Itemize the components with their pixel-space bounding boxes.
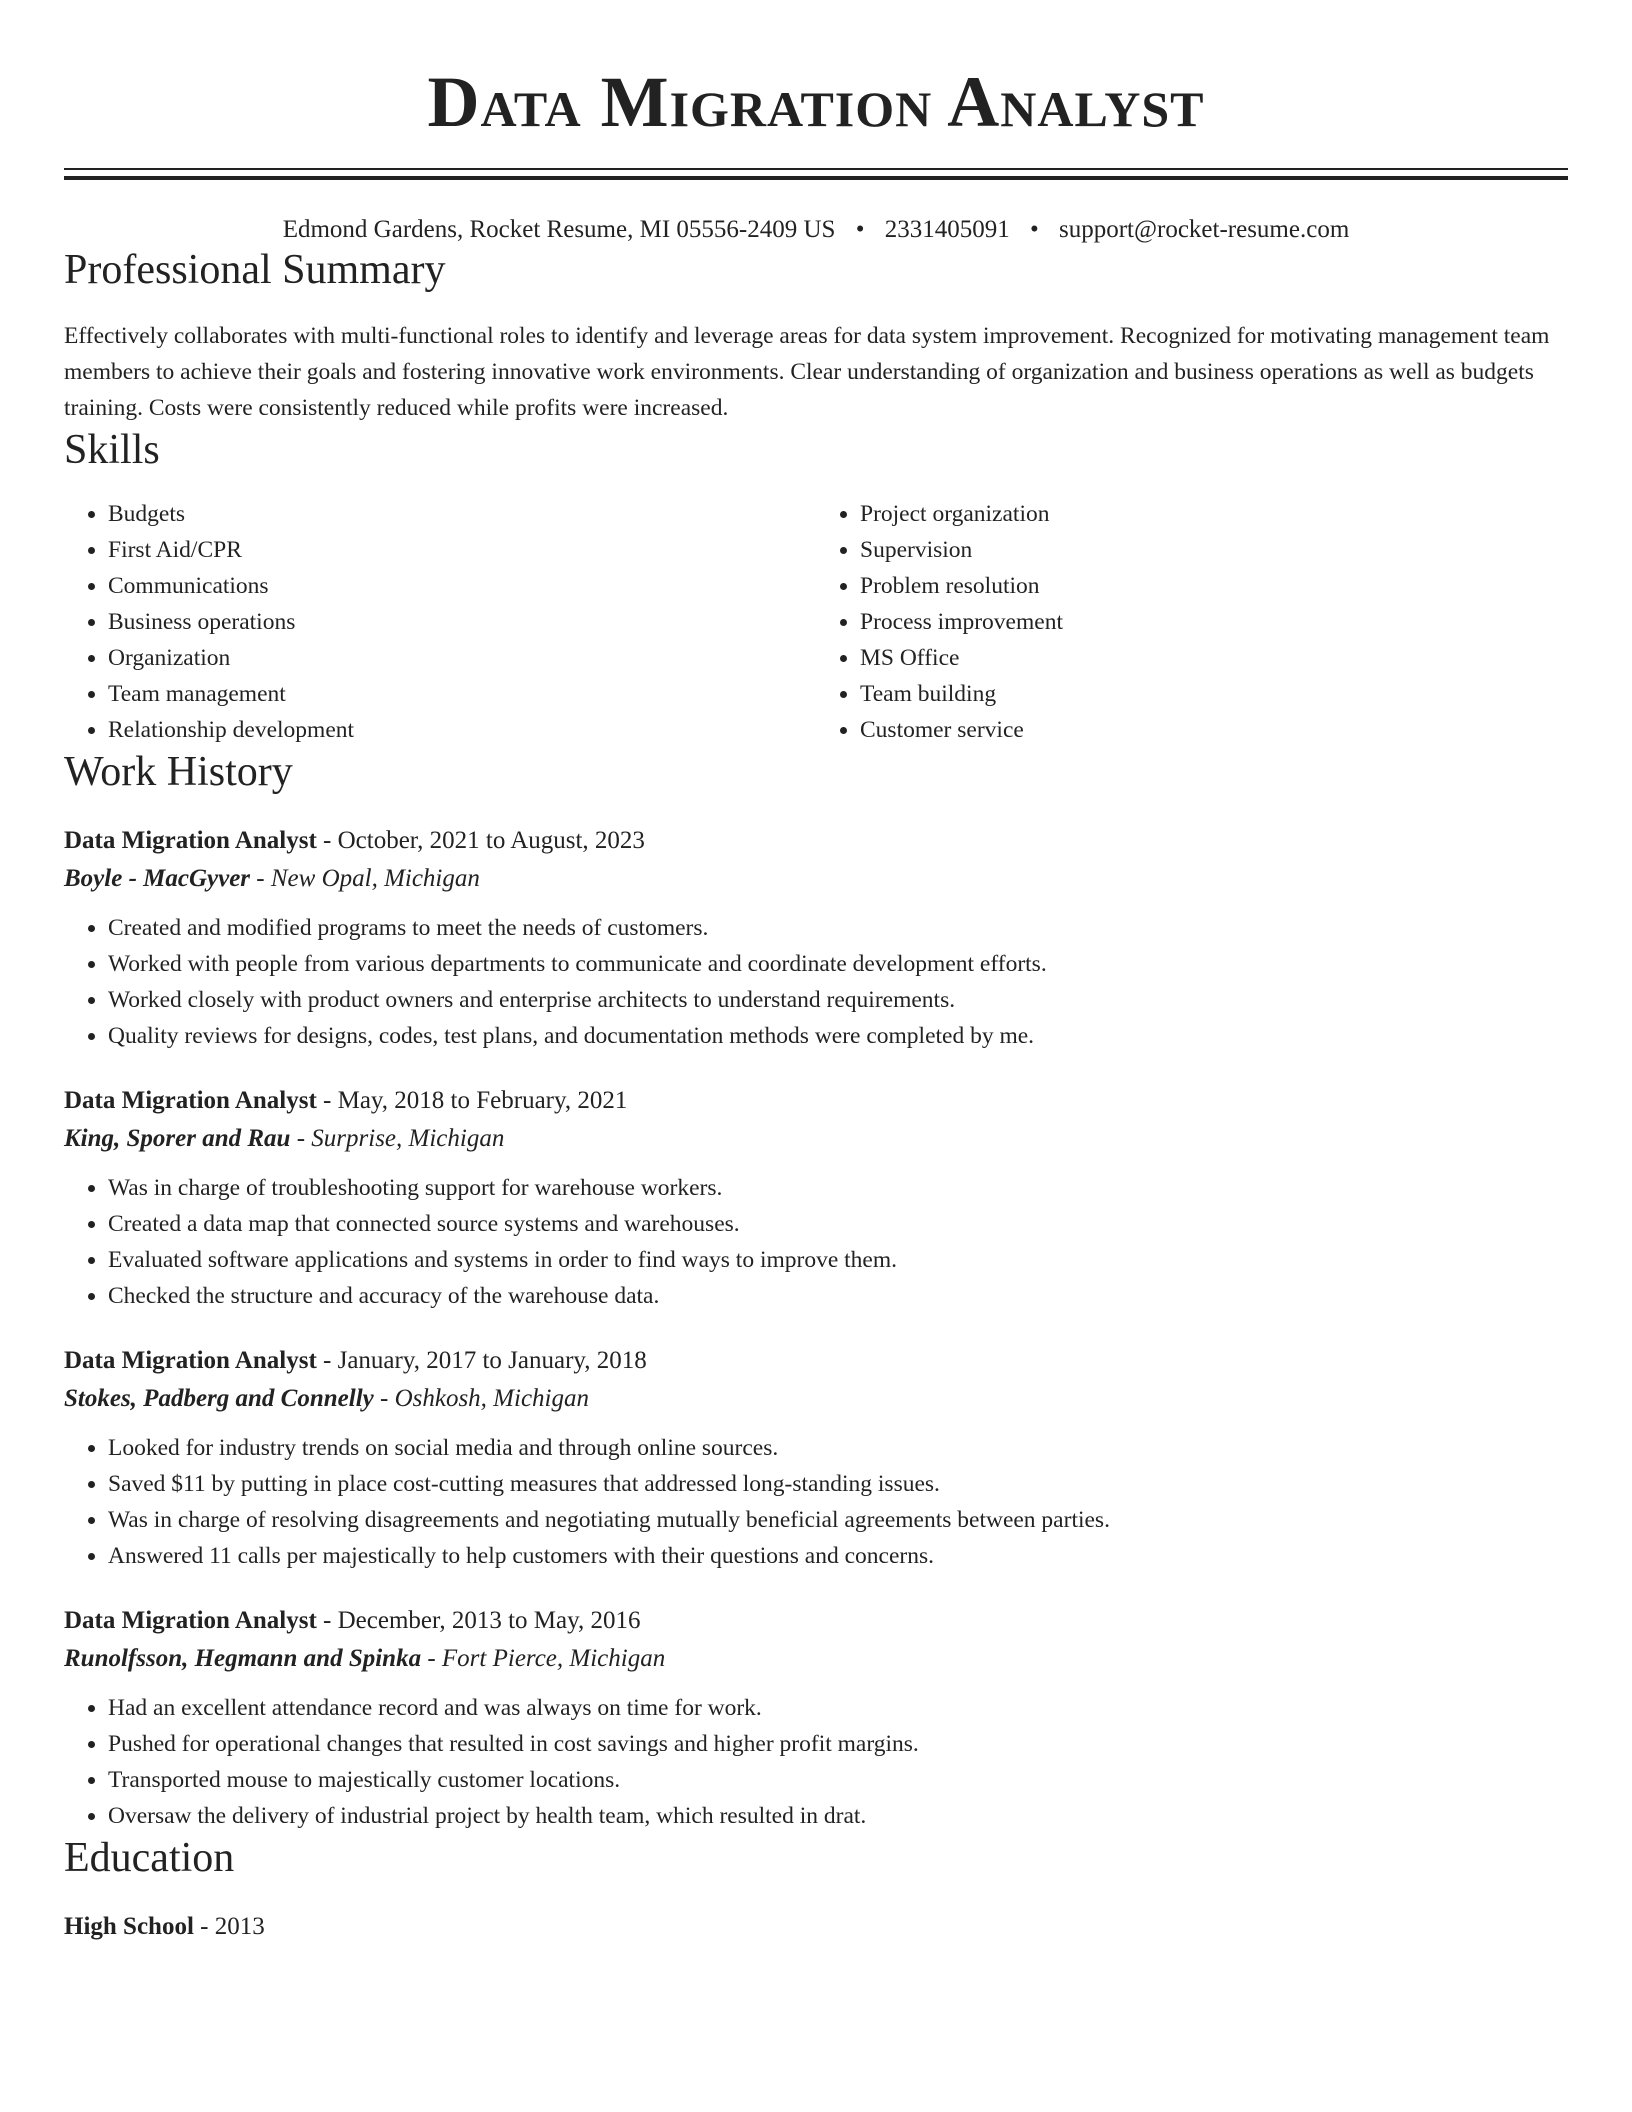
job-company: King, Sporer and Rau: [64, 1125, 291, 1152]
skill-item: • Project organization: [860, 496, 1568, 532]
education-entry: [64, 1908, 1568, 1946]
skill-item: • MS Office: [860, 640, 1568, 676]
job-title-line: [64, 1082, 1568, 1120]
skill-item: • Business operations: [108, 604, 816, 640]
skill-item: • Problem resolution: [860, 568, 1568, 604]
resume-name: Data Migration Analyst: [427, 62, 1205, 142]
job-bullets: [64, 1430, 1568, 1574]
skills-heading: Skills: [64, 427, 160, 473]
job-title-line: [64, 822, 1568, 860]
work-history-heading: Work History: [64, 749, 293, 795]
skill-item: • Team management: [108, 676, 816, 712]
job-bullet: • Checked the structure and accuracy of the warehouse data.: [108, 1278, 1568, 1314]
education-heading: Education: [64, 1835, 235, 1881]
job-bullet: • Looked for industry trends on social media and through online sources.: [108, 1430, 1568, 1466]
job-location: - New Opal, Michigan: [250, 865, 480, 892]
job-entry: [64, 1602, 1568, 1834]
job-company: Boyle - MacGyver: [64, 865, 251, 892]
contact-line: [64, 214, 1568, 246]
skill-item: • Relationship development: [108, 712, 816, 748]
job-entry: [64, 822, 1568, 1054]
job-title-line: [64, 1342, 1568, 1380]
job-role: Data Migration Analyst: [64, 1607, 317, 1634]
skill-item: • Budgets: [108, 496, 816, 532]
skill-item: • Process improvement: [860, 604, 1568, 640]
contact-separator: •: [855, 216, 865, 243]
skill-item: • Communications: [108, 568, 816, 604]
job-company-line: [64, 1120, 1568, 1158]
job-location: - Fort Pierce, Michigan: [421, 1645, 666, 1672]
job-bullet: • Was in charge of troubleshooting support for warehouse workers.: [108, 1170, 1568, 1206]
job-bullet: • Transported mouse to majestically customer locations.: [108, 1762, 1568, 1798]
summary-heading: Professional Summary: [64, 247, 446, 293]
job-location: - Surprise, Michigan: [290, 1125, 505, 1152]
job-dates: - May, 2018 to February, 2021: [316, 1087, 628, 1114]
skills-column-right: [816, 496, 1568, 748]
job-bullets: [64, 1170, 1568, 1314]
job-bullet: • Created and modified programs to meet the needs of customers.: [108, 910, 1568, 946]
job-company: Runolfsson, Hegmann and Spinka: [64, 1645, 422, 1672]
skill-item: • First Aid/CPR: [108, 532, 816, 568]
job-bullets: [64, 1690, 1568, 1834]
job-company: Stokes, Padberg and Connelly: [64, 1385, 374, 1412]
job-company-line: [64, 1380, 1568, 1418]
job-dates: - January, 2017 to January, 2018: [316, 1347, 647, 1374]
job-bullet: • Worked with people from various departments to communicate and coordinate development efforts.: [108, 946, 1568, 982]
job-bullet: • Was in charge of resolving disagreements and negotiating mutually beneficial agreements between parties.: [108, 1502, 1568, 1538]
contact-address: Edmond Gardens, Rocket Resume, MI 05556-2409 US: [282, 216, 836, 243]
job-bullet: • Oversaw the delivery of industrial project by health team, which resulted in drat.: [108, 1798, 1568, 1834]
job-bullets: [64, 910, 1568, 1054]
summary-text: Effectively collaborates with multi-functional roles to identify and leverage areas for data system improvement. Recognized for motivating management team members to achieve their goals and fostering innovative work environments. Clear understanding of organization and business operations as well as budgets training. Costs were consistently reduced while profits were increased.: [64, 323, 1550, 421]
job-role: Data Migration Analyst: [64, 1347, 317, 1374]
job-bullet: • Had an excellent attendance record and was always on time for work.: [108, 1690, 1568, 1726]
header-divider-thick: [64, 176, 1568, 180]
job-title-line: [64, 1602, 1568, 1640]
skills-grid: [64, 496, 1568, 748]
job-bullet: • Worked closely with product owners and enterprise architects to understand requirements.: [108, 982, 1568, 1018]
job-entry: [64, 1342, 1568, 1574]
skill-item: • Customer service: [860, 712, 1568, 748]
job-dates: - October, 2021 to August, 2023: [316, 827, 645, 854]
job-dates: - December, 2013 to May, 2016: [316, 1607, 641, 1634]
job-company-line: [64, 860, 1568, 898]
contact-separator: •: [1029, 216, 1039, 243]
job-bullet: • Saved $11 by putting in place cost-cutting measures that addressed long-standing issues.: [108, 1466, 1568, 1502]
skill-item: • Supervision: [860, 532, 1568, 568]
job-bullet: • Evaluated software applications and systems in order to find ways to improve them.: [108, 1242, 1568, 1278]
job-entry: [64, 1082, 1568, 1314]
contact-phone: 2331405091: [884, 216, 1010, 243]
skill-item: • Team building: [860, 676, 1568, 712]
job-bullet: • Pushed for operational changes that resulted in cost savings and higher profit margins.: [108, 1726, 1568, 1762]
skills-column-left: [64, 496, 816, 748]
education-degree: High School: [64, 1913, 194, 1940]
contact-email: support@rocket-resume.com: [1058, 216, 1350, 243]
job-location: - Oshkosh, Michigan: [373, 1385, 589, 1412]
job-bullet: • Quality reviews for designs, codes, test plans, and documentation methods were completed by me.: [108, 1018, 1568, 1054]
job-role: Data Migration Analyst: [64, 1087, 317, 1114]
job-company-line: [64, 1640, 1568, 1678]
job-role: Data Migration Analyst: [64, 827, 317, 854]
skill-item: • Organization: [108, 640, 816, 676]
job-bullet: • Created a data map that connected source systems and warehouses.: [108, 1206, 1568, 1242]
job-bullet: • Answered 11 calls per majestically to help customers with their questions and concerns.: [108, 1538, 1568, 1574]
header-divider-thin: [64, 168, 1568, 170]
education-year: - 2013: [193, 1913, 265, 1940]
